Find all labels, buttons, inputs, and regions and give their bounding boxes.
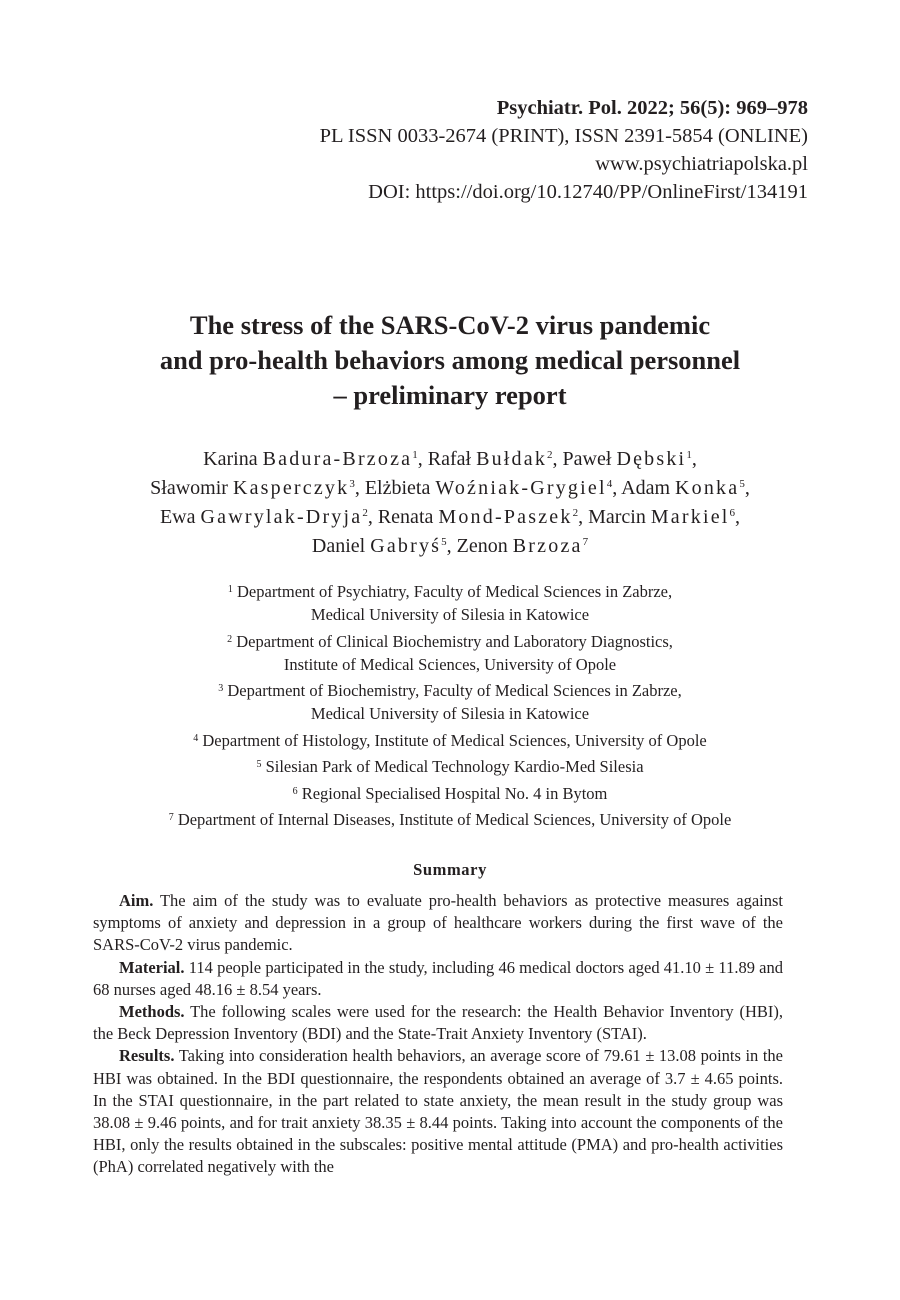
author: Adam Konka$^5$	[621, 477, 745, 499]
title-line-3: – preliminary report	[333, 380, 567, 410]
author: Zenon Brzoza$^7$	[456, 535, 589, 557]
summary-results: Results. Taking into consideration health behaviors, an average score of 79.61 ± 13.08 points in the HBI was obtained. In the BDI questionnaire, the respondents obtained an average of 3.7 ± 4.65 points. In the STAI questionnaire, in the part related to state anxiety, the mean result in the study group was 38.08 ± 9.46 points, and for trait anxiety 38.35 ± 8.44 points. Taking into account the components of the HBI, only the results obtained in the subscales: positive mental attitude (PMA) and pro-health activities (PhA) correlated negatively with the	[93, 1046, 783, 1177]
summary-material: Material. 114 people participated in the study, including 46 medical doctors aged 41.10 ± 11.89 and 68 nurses aged 48.16 ± 8.54 years.	[93, 957, 783, 999]
author: Renata Mond-Paszek$^2$	[377, 506, 579, 528]
author: Elżbieta Woźniak-Grygiel$^4$	[364, 477, 613, 499]
affiliation: $^7$ Department of Internal Diseases, Institute of Medical Sciences, University of Opole	[168, 810, 732, 829]
author: Rafał Bułdak$^2$	[427, 448, 553, 470]
doi-line: DOI: https://doi.org/10.12740/PP/OnlineFirst/134191	[368, 181, 808, 203]
journal-website: www.psychiatriapolska.pl	[595, 153, 808, 175]
journal-header	[320, 94, 808, 206]
author: Daniel Gabryś$^5$	[311, 535, 447, 557]
author: Paweł Dębski$^1$	[562, 448, 692, 470]
title-line-2: and pro-health behaviors among medical personnel	[159, 345, 741, 375]
affiliation: $^5$ Silesian Park of Medical Technology Kardio-Med Silesia	[256, 757, 644, 776]
summary-methods: Methods. The following scales were used for the research: the Health Behavior Inventory (HBI), the Beck Depression Inventory (BDI) and the State-Trait Anxiety Inventory (STAI).	[93, 1002, 783, 1044]
summary-heading: Summary	[413, 860, 487, 879]
affiliation: $^1$ Department of Psychiatry, Faculty of Medical Sciences in Zabrze, Medical University of Silesia in Katowice	[227, 582, 673, 624]
issn-line: PL ISSN 0033-2674 (PRINT), ISSN 2391-5854 (ONLINE)	[319, 125, 808, 147]
summary-body	[93, 890, 783, 1179]
author: Ewa Gawrylak-Dryja$^2$	[159, 506, 368, 528]
summary-aim: Aim. The aim of the study was to evaluate pro-health behaviors as protective measures against symptoms of anxiety and depression in a group of healthcare workers during the first wave of the SARS-CoV-2 virus pandemic.	[93, 891, 783, 955]
affiliation: $^6$ Regional Specialised Hospital No. 4 in Bytom	[292, 783, 608, 803]
affiliation-list	[60, 580, 840, 835]
author: Sławomir Kasperczyk$^3$	[150, 477, 355, 499]
author: Marcin Markiel$^6$	[588, 506, 736, 528]
affiliation: $^3$ Department of Biochemistry, Faculty of Medical Sciences in Zabrze, Medical University of Silesia in Katowice	[218, 681, 682, 723]
article-title	[60, 308, 840, 413]
author-list: Karina Badura-Brzoza$^1$, Rafał Bułdak$^2$, Paweł Dębski$^1$, Sławomir Kasperczyk$^3$, Elżbieta Woźniak-Grygiel$^4$, Adam Konka$^5$, Ewa Gawrylak-Dryja$^2$, Renata Mond-Paszek$^2$, Marcin Markiel$^6$, Daniel Gabryś$^5$, Zenon Brzoza$^7$	[150, 448, 750, 557]
author: Karina Badura-Brzoza$^1$	[203, 448, 418, 470]
affiliation: $^2$ Department of Clinical Biochemistry and Laboratory Diagnostics, Institute of Medical Sciences, University of Opole	[227, 631, 673, 674]
journal-citation: Psychiatr. Pol. 2022; 56(5): 969–978	[496, 97, 808, 119]
affiliation: $^4$ Department of Histology, Institute of Medical Sciences, University of Opole	[193, 730, 707, 750]
title-line-1: The stress of the SARS-CoV-2 virus pandemic	[189, 310, 711, 340]
